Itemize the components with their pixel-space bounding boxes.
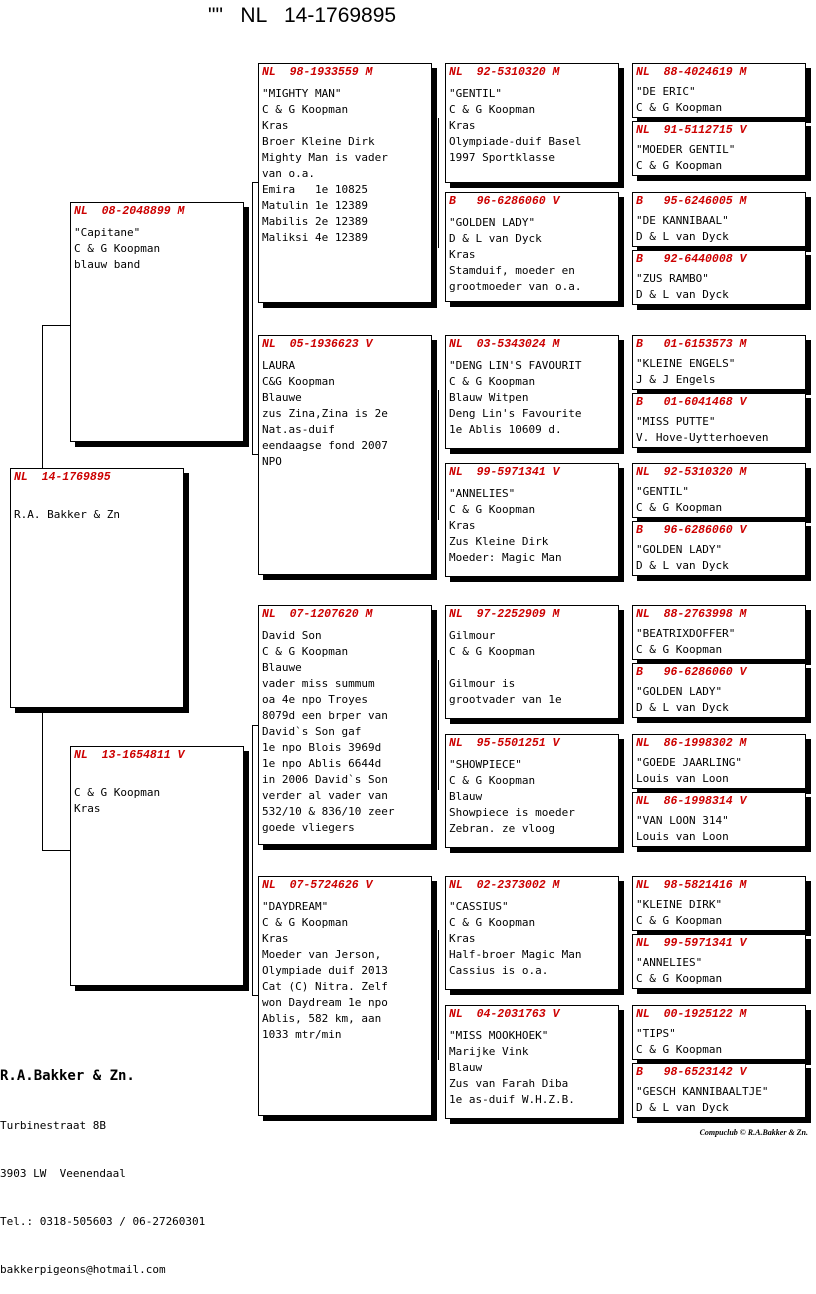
card-body	[633, 267, 805, 303]
pedigree-card-g13	[632, 876, 806, 931]
card-line: Blauwe	[262, 391, 302, 404]
card-line: Half-broer Magic Man	[449, 948, 582, 961]
card-line: Maliksi 4e 12389	[262, 231, 368, 244]
card-line: "ZUS RAMBO"	[636, 272, 709, 285]
card-line: V. Hove-Uytterhoeven	[636, 431, 769, 444]
ring-number: NL 04-2031763 V	[449, 1008, 560, 1021]
ring-number: NL 07-5724626 V	[262, 879, 373, 892]
card-body	[446, 1022, 618, 1108]
card-line: Louis van Loon	[636, 772, 729, 785]
card-line: David`s Son gaf	[262, 725, 362, 738]
pedigree-card-dss	[445, 605, 619, 719]
owner-block	[0, 1034, 205, 1294]
card-line: 1e Ablis 10609 d.	[449, 423, 562, 436]
card-line: Showpiece is moeder	[449, 806, 575, 819]
ring-number: NL 07-1207620 M	[262, 608, 373, 621]
ring-number: NL 91-5112715 V	[636, 124, 747, 137]
card-line: "KLEINE DIRK"	[636, 898, 723, 911]
card-body	[633, 1022, 805, 1058]
card-line: zus Zina,Zina is 2e	[262, 407, 388, 420]
card-line: "MISS MOOKHOEK"	[449, 1029, 549, 1042]
card-body	[71, 219, 243, 273]
owner-name: R.A.Bakker & Zn.	[0, 1068, 135, 1084]
card-body	[446, 751, 618, 837]
card-line: C&G Koopman	[262, 375, 335, 388]
card-line: goede vliegers	[262, 821, 355, 834]
ring-number: NL 88-4024619 M	[636, 66, 747, 79]
card-body	[633, 809, 805, 845]
card-body	[633, 410, 805, 446]
card-line: Blauw	[449, 1061, 483, 1074]
card-line: Blauw Witpen	[449, 391, 529, 404]
card-body	[259, 622, 431, 836]
ring-number: B 92-6440008 V	[636, 253, 747, 266]
card-line: Olympiade-duif Basel	[449, 135, 582, 148]
ring-number: B 96-6286060 V	[636, 666, 747, 679]
ring-number: NL 98-1933559 M	[262, 66, 373, 79]
card-line: "Capitane"	[74, 226, 141, 239]
pedigree-card-sdd	[445, 463, 619, 577]
card-line: grootmoeder van o.a.	[449, 280, 582, 293]
card-body	[633, 80, 805, 116]
pedigree-card-subject	[10, 468, 184, 708]
card-line: LAURA	[262, 359, 296, 372]
ring-number: NL 98-5821416 M	[636, 879, 747, 892]
card-line: Kras	[449, 519, 476, 532]
footer-credit: Compuclub © R.A.Bakker & Zn.	[699, 1128, 808, 1137]
connector	[438, 930, 439, 1060]
card-line: Kras	[449, 932, 476, 945]
ring-number: NL 97-2252909 M	[449, 608, 560, 621]
card-body	[633, 751, 805, 787]
connector	[252, 182, 253, 454]
card-line: "DE ERIC"	[636, 85, 696, 98]
card-line: "MISS PUTTE"	[636, 415, 716, 428]
ring-number: B 96-6286060 V	[636, 524, 747, 537]
card-line: C & G Koopman	[262, 645, 349, 658]
ring-number: B 95-6246005 M	[636, 195, 747, 208]
card-line	[14, 491, 183, 507]
connector	[42, 325, 70, 326]
pedigree-card-g3	[632, 192, 806, 247]
ring-number: NL 95-5501251 V	[449, 737, 560, 750]
ring-number: NL 86-1998302 M	[636, 737, 747, 750]
pedigree-card-g1	[632, 63, 806, 118]
card-line: C & G Koopman	[74, 786, 161, 799]
card-line: Cassius is o.a.	[449, 964, 549, 977]
ring-number: NL 88-2763998 M	[636, 608, 747, 621]
card-line: "GENTIL"	[636, 485, 689, 498]
card-line: Kras	[262, 119, 289, 132]
card-line: oa 4e npo Troyes	[262, 693, 368, 706]
card-line: D & L van Dyck	[636, 288, 729, 301]
card-line: Gilmour is	[449, 677, 516, 690]
pedigree-card-g4	[632, 250, 806, 305]
card-line: J & J Engels	[636, 373, 716, 386]
card-line: "GOLDEN LADY"	[449, 216, 536, 229]
ring-number: B 98-6523142 V	[636, 1066, 747, 1079]
ring-number: NL 99-5971341 V	[449, 466, 560, 479]
pedigree-card-sd	[258, 335, 432, 575]
card-body	[633, 538, 805, 574]
pedigree-title: "" NL 14-1769895	[208, 4, 397, 27]
card-line: blauw band	[74, 258, 141, 271]
ring-number: B 96-6286060 V	[449, 195, 560, 208]
card-line: "SHOWPIECE"	[449, 758, 522, 771]
card-line: D & L van Dyck	[636, 559, 729, 572]
card-body	[446, 209, 618, 295]
card-line: Emira 1e 10825	[262, 183, 368, 196]
card-line: Zus van Farah Diba	[449, 1077, 569, 1090]
ring-number: NL 86-1998314 V	[636, 795, 747, 808]
connector	[438, 390, 439, 520]
card-line: NPO	[262, 455, 282, 468]
pedigree-card-ds	[258, 605, 432, 845]
card-body	[446, 352, 618, 438]
pedigree-card-g9	[632, 605, 806, 660]
card-line: van o.a.	[262, 167, 315, 180]
ring-number: NL 92-5310320 M	[636, 466, 747, 479]
card-line: 1e npo Blois 3969d	[262, 741, 382, 754]
card-line: D & L van Dyck	[636, 1101, 729, 1114]
card-line: "BEATRIXDOFFER"	[636, 627, 736, 640]
card-body	[633, 1080, 805, 1116]
card-body	[633, 893, 805, 929]
pedigree-card-g14	[632, 934, 806, 989]
pedigree-card-ddd	[445, 1005, 619, 1119]
card-line	[449, 660, 618, 676]
pedigree-card-dds	[445, 876, 619, 990]
card-line: "VAN LOON 314"	[636, 814, 729, 827]
card-line: C & G Koopman	[636, 643, 723, 656]
owner-address: Turbinestraat 8B	[0, 1119, 106, 1132]
ring-number: NL 08-2048899 M	[74, 205, 185, 218]
card-body	[446, 80, 618, 166]
card-line: C & G Koopman	[636, 914, 723, 927]
card-line: "ANNELIES"	[449, 487, 516, 500]
pedigree-card-dsd	[445, 734, 619, 848]
card-line: C & G Koopman	[449, 503, 536, 516]
card-line: 1997 Sportklasse	[449, 151, 555, 164]
card-body	[259, 80, 431, 246]
card-line: "MOEDER GENTIL"	[636, 143, 736, 156]
card-line: C & G Koopman	[636, 101, 723, 114]
card-line: Ablis, 582 km, aan	[262, 1012, 382, 1025]
card-body	[633, 951, 805, 987]
card-line: Louis van Loon	[636, 830, 729, 843]
card-line: C & G Koopman	[449, 645, 536, 658]
ring-number: NL 05-1936623 V	[262, 338, 373, 351]
card-line: Stamduif, moeder en	[449, 264, 575, 277]
pedigree-card-g16	[632, 1063, 806, 1118]
card-line: C & G Koopman	[262, 916, 349, 929]
card-line: in 2006 David`s Son	[262, 773, 388, 786]
card-line: Blauwe	[262, 661, 302, 674]
pedigree-card-sss	[445, 63, 619, 183]
card-line: won Daydream 1e npo	[262, 996, 388, 1009]
pedigree-card-g8	[632, 521, 806, 576]
ring-number: NL 03-5343024 M	[449, 338, 560, 351]
card-line: "DE KANNIBAAL"	[636, 214, 729, 227]
ring-number: NL 14-1769895	[14, 471, 111, 484]
card-line: Kras	[74, 802, 101, 815]
card-line: Moeder: Magic Man	[449, 551, 562, 564]
pedigree-card-g6	[632, 393, 806, 448]
ring-number: NL 13-1654811 V	[74, 749, 185, 762]
card-line: C & G Koopman	[636, 972, 723, 985]
card-body	[259, 352, 431, 470]
card-line: Mabilis 2e 12389	[262, 215, 368, 228]
card-line: "MIGHTY MAN"	[262, 87, 342, 100]
card-line: Zus Kleine Dirk	[449, 535, 549, 548]
card-line: "GESCH KANNIBAALTJE"	[636, 1085, 769, 1098]
card-line: C & G Koopman	[636, 1043, 723, 1056]
pedigree-card-g5	[632, 335, 806, 390]
card-body	[633, 138, 805, 174]
card-line: 8079d een brper van	[262, 709, 388, 722]
pedigree-card-g10	[632, 663, 806, 718]
card-line: "ANNELIES"	[636, 956, 703, 969]
card-line: "GENTIL"	[449, 87, 502, 100]
card-body	[11, 485, 183, 523]
card-line: Deng Lin's Favourite	[449, 407, 582, 420]
card-line: 532/10 & 836/10 zeer	[262, 805, 395, 818]
connector	[252, 725, 253, 995]
pedigree-card-dam	[70, 746, 244, 986]
card-line: David Son	[262, 629, 322, 642]
card-line: "CASSIUS"	[449, 900, 509, 913]
card-line: 1033 mtr/min	[262, 1028, 342, 1041]
card-line: C & G Koopman	[74, 242, 161, 255]
card-line: Blauw	[449, 790, 483, 803]
card-line: C & G Koopman	[449, 916, 536, 929]
card-line: Cat (C) Nitra. Zelf	[262, 980, 388, 993]
owner-city: 3903 LW Veenendaal	[0, 1167, 126, 1180]
ring-number: NL 02-2373002 M	[449, 879, 560, 892]
pedigree-card-sire	[70, 202, 244, 442]
card-line: "GOEDE JAARLING"	[636, 756, 742, 769]
card-line: C & G Koopman	[449, 375, 536, 388]
ring-number: NL 92-5310320 M	[449, 66, 560, 79]
pedigree-card-ssd	[445, 192, 619, 302]
card-line: Matulin 1e 12389	[262, 199, 368, 212]
card-line: vader miss summum	[262, 677, 375, 690]
ring-number: B 01-6041468 V	[636, 396, 747, 409]
card-line: eendaagse fond 2007	[262, 439, 388, 452]
card-line: D & L van Dyck	[449, 232, 542, 245]
pedigree-card-dd	[258, 876, 432, 1116]
card-line: C & G Koopman	[449, 103, 536, 116]
pedigree-card-g2	[632, 121, 806, 176]
card-line: grootvader van 1e	[449, 693, 562, 706]
connector	[42, 850, 70, 851]
card-line: Gilmour	[449, 629, 496, 642]
card-line: D & L van Dyck	[636, 701, 729, 714]
connector	[438, 118, 439, 248]
ring-number: NL 00-1925122 M	[636, 1008, 747, 1021]
card-line: 1e npo Ablis 6644d	[262, 757, 382, 770]
card-line: "KLEINE ENGELS"	[636, 357, 736, 370]
ring-number: NL 99-5971341 V	[636, 937, 747, 950]
card-line: "GOLDEN LADY"	[636, 543, 723, 556]
owner-email[interactable]: bakkerpigeons@hotmail.com	[0, 1263, 166, 1276]
pedigree-card-g11	[632, 734, 806, 789]
card-line: R.A. Bakker & Zn	[14, 508, 120, 521]
pedigree-card-sds	[445, 335, 619, 449]
card-line: Nat.as-duif	[262, 423, 335, 436]
card-line: Kras	[449, 248, 476, 261]
ring-number: B 01-6153573 M	[636, 338, 747, 351]
card-line: Moeder van Jerson,	[262, 948, 382, 961]
owner-phone: Tel.: 0318-505603 / 06-27260301	[0, 1215, 206, 1228]
card-line: C & G Koopman	[262, 103, 349, 116]
pedigree-card-g15	[632, 1005, 806, 1060]
card-body	[71, 763, 243, 817]
card-line: Marijke Vink	[449, 1045, 529, 1058]
card-line: "DENG LIN'S FAVOURIT	[449, 359, 582, 372]
card-line: D & L van Dyck	[636, 230, 729, 243]
card-line: verder al vader van	[262, 789, 388, 802]
card-line: Mighty Man is vader	[262, 151, 388, 164]
card-line: Kras	[262, 932, 289, 945]
card-body	[633, 622, 805, 658]
card-line: 1e as-duif W.H.Z.B.	[449, 1093, 575, 1106]
card-line: C & G Koopman	[636, 159, 723, 172]
card-line: "GOLDEN LADY"	[636, 685, 723, 698]
pedigree-card-ss	[258, 63, 432, 303]
card-line: Zebran. ze vloog	[449, 822, 555, 835]
card-line: C & G Koopman	[449, 774, 536, 787]
card-body	[633, 480, 805, 516]
card-body	[633, 209, 805, 245]
card-line	[74, 769, 243, 785]
pedigree-card-g12	[632, 792, 806, 847]
pedigree-card-g7	[632, 463, 806, 518]
connector	[438, 660, 439, 790]
card-body	[259, 893, 431, 1043]
card-line: "DAYDREAM"	[262, 900, 329, 913]
card-body	[446, 622, 618, 708]
card-line: "TIPS"	[636, 1027, 676, 1040]
card-body	[633, 352, 805, 388]
card-body	[446, 893, 618, 979]
card-line: Kras	[449, 119, 476, 132]
card-body	[446, 480, 618, 566]
card-body	[633, 680, 805, 716]
card-line: C & G Koopman	[636, 501, 723, 514]
card-line: Broer Kleine Dirk	[262, 135, 375, 148]
card-line: Olympiade duif 2013	[262, 964, 388, 977]
